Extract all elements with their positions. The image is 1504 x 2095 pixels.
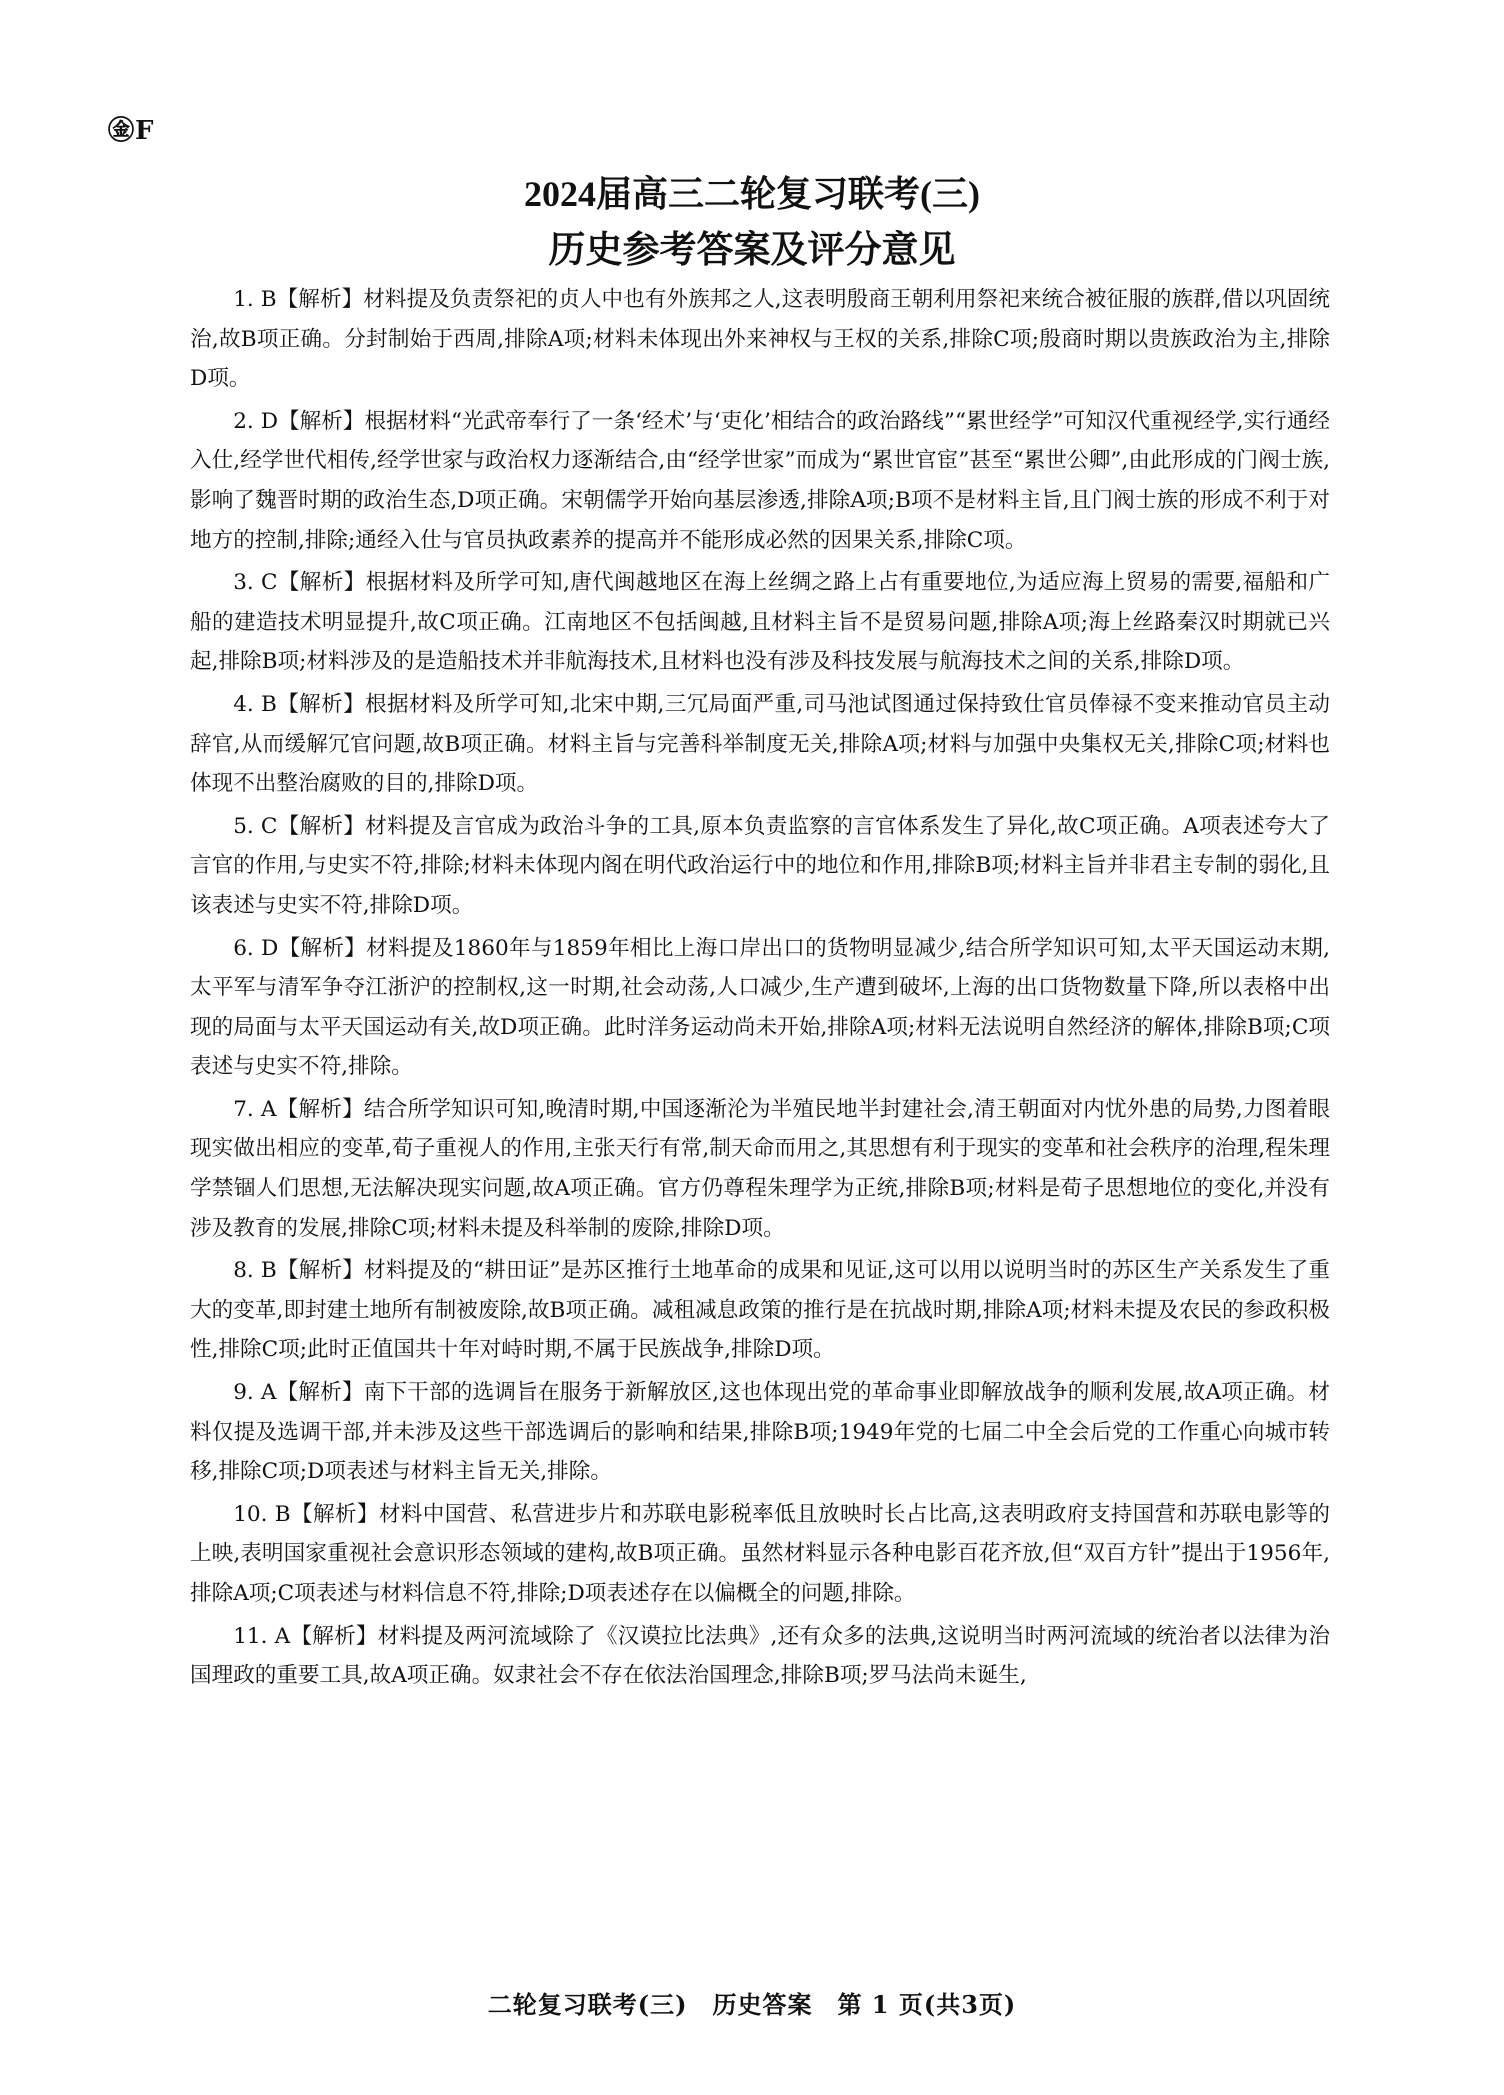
answer-item-5: 5. C【解析】材料提及言官成为政治斗争的工具,原本负责监察的言官体系发生了异化,故C项正确。A项表述夸大了言官的作用,与史实不符,排除;材料未体现内阁在明代政治运行中的地位和作用,排除B项;材料主旨并非君主专制的弱化,且该表述与史实不符,排除D项。 (190, 813, 1330, 918)
answer-item-4: 4. B【解析】根据材料及所学可知,北宋中期,三冗局面严重,司马池试图通过保持致仕官员俸禄不变来推动官员主动辞官,从而缓解冗官问题,故B项正确。材料主旨与完善科举制度无关,排除A项;材料与加强中央集权无关,排除C项;材料也体现不出整治腐败的目的,排除D项。 (190, 691, 1330, 797)
page-footer: 二轮复习联考(三) 历史答案 第 1 页(共3页) (487, 1990, 1017, 2019)
answer-item-11: 11. A【解析】材料提及两河流域除了《汉谟拉比法典》,还有众多的法典,这说明当时两河流域的统治者以法律为治国理政的重要工具,故A项正确。奴隶社会不存在依法治国理念,排除B项;罗马法尚未诞生, (190, 1623, 1330, 1689)
answer-item-10: 10. B【解析】材料中国营、私营进步片和苏联电影税率低且放映时长占比高,这表明政府支持国营和苏联电影等的上映,表明国家重视社会意识形态领域的建构,故B项正确。虽然材料显示各种电影百花齐放,但“双百方针”提出于1956年,排除A项;C项表述与材料信息不符,排除;D项表述存在以偏概全的问题,排除。 (190, 1501, 1330, 1606)
answer-key-title: 历史参考答案及评分意见 (548, 227, 956, 271)
answer-item-7: 7. A【解析】结合所学知识可知,晚清时期,中国逐渐沦为半殖民地半封建社会,清王朝面对内忧外患的局势,力图着眼现实做出相应的变革,荀子重视人的作用,主张天行有常,制天命而用之,其思想有利于现实的变革和社会秩序的治理,程朱理学禁锢人们思想,无法解决现实问题,故A项正确。官方仍尊程朱理学为正统,排除B项;材料是荀子思想地位的变化,并没有涉及教育的发展,排除C项;材料未提及科举制的废除,排除D项。 (190, 1096, 1330, 1241)
answer-item-6: 6. D【解析】材料提及1860年与1859年相比上海口岸出口的货物明显减少,结合所学知识可知,太平天国运动末期,太平军与清军争夺江浙沪的控制权,这一时期,社会动荡,人口减少,生产遭到破坏,上海的出口货物数量下降,所以表格中出现的局面与太平天国运动有关,故D项正确。此时洋务运动尚未开始,排除A项;材料无法说明自然经济的解体,排除B项;C项表述与史实不符,排除。 (190, 935, 1330, 1080)
answer-item-2: 2. D【解析】根据材料“光武帝奉行了一条‘经术’与‘吏化’相结合的政治路线”“累世经学”可知汉代重视经学,实行通经入仕,经学世代相传,经学世家与政治权力逐渐结合,由“经学世家”而成为“累世官宦”甚至“累世公卿”,由此形成的门阀士族,影响了魏晋时期的政治生态,D项正确。宋朝儒学开始向基层渗透,排除A项;B项不是材料主旨,且门阀士族的形成不利于对地方的控制,排除;通经入仕与官员执政素养的提高并不能形成必然的因果关系,排除C项。 (190, 408, 1330, 553)
page-header (0, 170, 1504, 276)
paper-code-mark: ㊎F (108, 116, 155, 146)
answer-item-1: 1. B【解析】材料提及负责祭祀的贞人中也有外族邦之人,这表明殷商王朝利用祭祀来统合被征服的族群,借以巩固统治,故B项正确。分封制始于西周,排除A项;材料未体现出外来神权与王权的关系,排除C项;殷商时期以贵族政治为主,排除D项。 (190, 287, 1330, 392)
answer-list (190, 280, 1330, 1699)
answer-item-8: 8. B【解析】材料提及的“耕田证”是苏区推行土地革命的成果和见证,这可以用以说明当时的苏区生产关系发生了重大的变革,即封建土地所有制被废除,故B项正确。减租减息政策的推行是在抗战时期,排除A项;材料未提及农民的参政积极性,排除C项;此时正值国共十年对峙时期,不属于民族战争,排除D项。 (190, 1258, 1330, 1363)
answer-item-9: 9. A【解析】南下干部的选调旨在服务于新解放区,这也体现出党的革命事业即解放战争的顺利发展,故A项正确。材料仅提及选调干部,并未涉及这些干部选调后的影响和结果,排除B项;1949年党的七届二中全会后党的工作重心向城市转移,排除C项;D项表述与材料主旨无关,排除。 (190, 1380, 1330, 1485)
answer-item-3: 3. C【解析】根据材料及所学可知,唐代闽越地区在海上丝绸之路上占有重要地位,为适应海上贸易的需要,福船和广船的建造技术明显提升,故C项正确。江南地区不包括闽越,且材料主旨不是贸易问题,排除A项;海上丝路秦汉时期就已兴起,排除B项;材料涉及的是造船技术并非航海技术,且材料也没有涉及科技发展与航海技术之间的关系,排除D项。 (190, 570, 1330, 675)
exam-title: 2024届高三二轮复习联考(三) (524, 174, 980, 214)
